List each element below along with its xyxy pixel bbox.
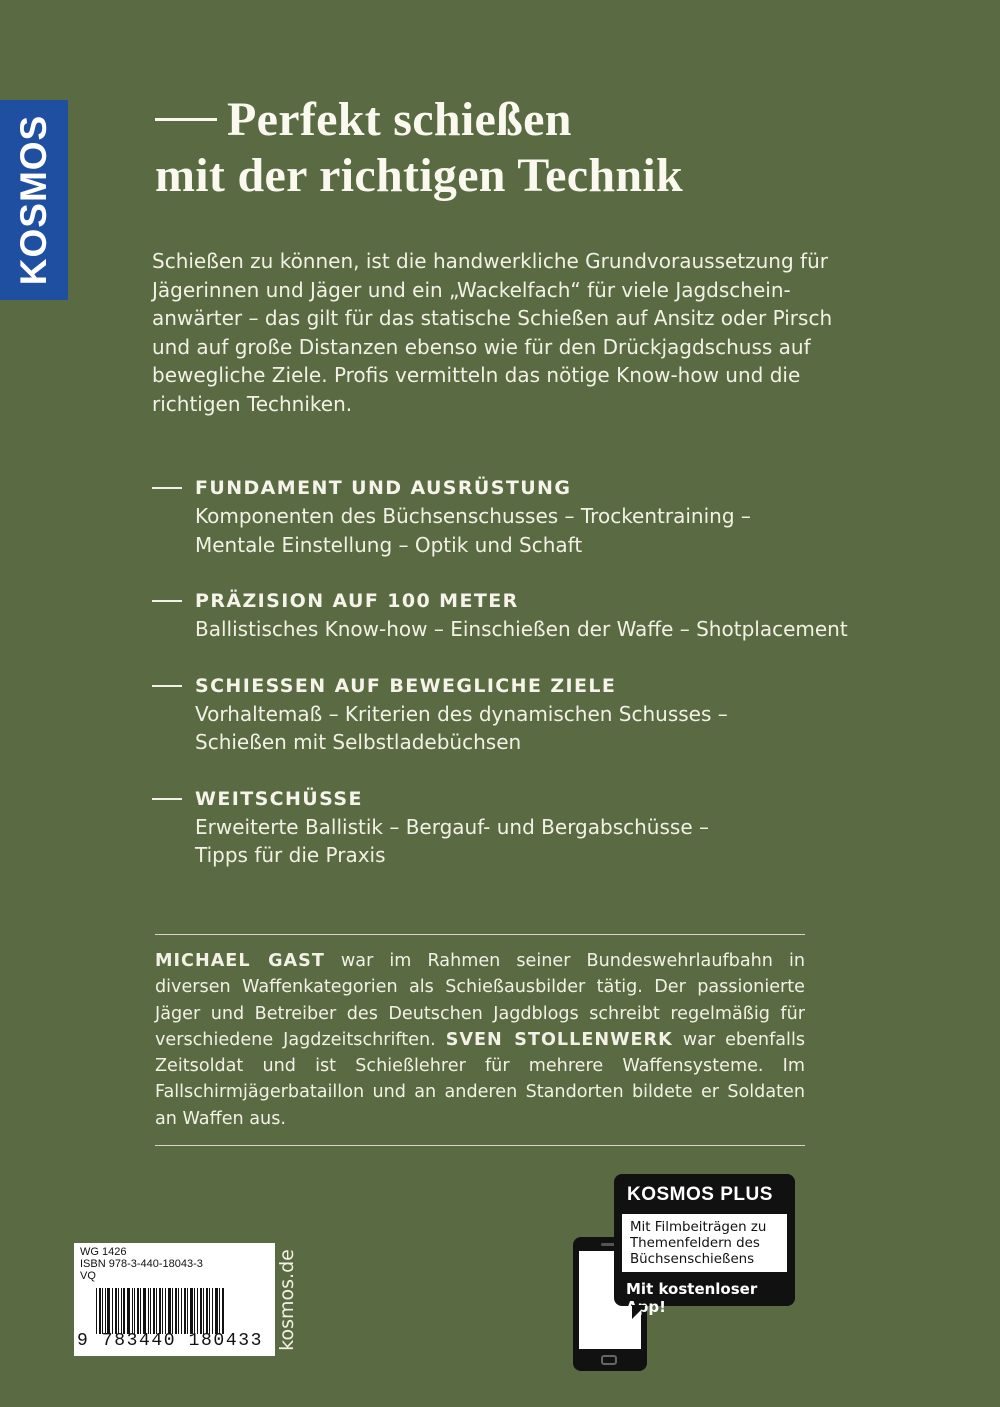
barcode-bar [105,1288,106,1334]
barcode-bar [209,1288,210,1334]
barcode-bar [162,1288,163,1334]
barcode-bars [96,1288,266,1334]
barcode-bar [148,1288,149,1334]
headline-dash [155,118,217,121]
barcode-bar [137,1288,139,1334]
barcode-bar [222,1288,224,1334]
barcode-bar [178,1288,179,1334]
topic-dash [152,685,182,687]
author-name-1: MICHAEL GAST [155,951,325,971]
kosmos-plus-badge [614,1174,795,1316]
headline-line1: Perfekt schießen [227,93,572,146]
author-bio-text [155,948,805,1132]
barcode-bar [172,1288,173,1334]
barcode-bar [99,1288,101,1334]
phone-home-button [601,1355,617,1365]
author-text-1: war im Rahmen seiner Bundeswehrlaufbahn in diversen Waffenkategorien als Schießausbilder tätig. Der passionierte Jäger und Betreiber des Deutschen Jagdblogs schreibt regelmäßig für verschiedene Jagdzeitschriften. [155,951,806,1050]
barcode-digits: 9 783440 180433 [77,1331,264,1351]
kosmos-plus-text: Mit Filmbeiträgen zu Themenfeldern des Büchsenschießens [622,1214,787,1272]
topic-list [152,474,872,870]
website-url[interactable] [276,1244,298,1356]
barcode-bar [200,1288,202,1334]
barcode-bar [127,1288,130,1334]
topic-dash [152,487,182,489]
barcode-bar [115,1288,117,1334]
author-text-2: war ebenfalls Zeitsoldat und ist Schießlehrer für mehrere Waffensysteme. Im Fallschirmjägerbataillon und an anderen Standorten bildete er Soldaten an Waffen aus. [155,1029,805,1129]
barcode-bar [123,1288,125,1334]
topic-dash [152,798,182,800]
headline-line2: mit der richtigen Technik [155,149,683,202]
barcode-bar [181,1288,182,1334]
barcode-bar [156,1288,157,1334]
topic-item [152,672,872,757]
barcode-bar [118,1288,119,1334]
barcode-bar [140,1288,141,1334]
topic-title: SCHIESSEN AUF BEWEGLICHE ZIELE [195,674,617,697]
headline [155,92,683,204]
author-name-2: SVEN STOLLENWERK [445,1029,673,1050]
topic-desc: Vorhaltemaß – Kriterien des dynamischen Schusses – Schießen mit Selbstladebüchsen [195,701,728,754]
barcode-bar [190,1288,193,1334]
barcode-bar [165,1288,166,1334]
barcode-bar [194,1288,195,1334]
barcode-bar [121,1288,122,1334]
barcode-bar [175,1288,177,1334]
barcode-bar [150,1288,151,1334]
topic-item [152,785,872,870]
barcode-bar [112,1288,113,1334]
topic-title: FUNDAMENT UND AUSRÜSTUNG [195,477,572,499]
barcode-box [74,1243,275,1356]
speech-bubble-tail [632,1305,646,1319]
barcode-bar [187,1288,188,1334]
topic-item [152,474,872,559]
kosmos-plus-title: KOSMOS PLUS [627,1184,773,1205]
barcode-bar [143,1288,146,1334]
topic-desc: Erweiterte Ballistik – Bergauf- und Bergabschüsse – Tipps für die Praxis [195,814,709,867]
barcode-bar [159,1288,161,1334]
barcode-bar [215,1288,218,1334]
barcode-bar [107,1288,110,1334]
intro-text: Schießen zu können, ist die handwerkliche Grundvoraussetzung für Jägerinnen und Jäger und ein „Wackelfach“ für viele Jagdscheinanwärter – das gilt für das statische Schießen auf Ansitz oder Pirsch und auf große Distanzen ebenso wie für den Drückjagdschuss auf bewegliche Ziele. Profis vermitteln das nötige Know-how und die richtigen Techniken. [152,249,833,416]
topic-desc: Ballistisches Know-how – Einschießen der Waffe – Shotplacement [195,617,848,641]
publisher-logo: KOSMOS [13,114,54,286]
topic-title: PRÄZISION AUF 100 METER [195,590,519,612]
barcode-bar [153,1288,155,1334]
isbn-text: ISBN 978-3-440-18043-3 [80,1258,203,1270]
barcode-bar [206,1288,208,1334]
barcode-bar [134,1288,135,1334]
barcode-bar [132,1288,133,1334]
barcode-bar [184,1288,186,1334]
barcode-bar [168,1288,171,1334]
warengruppe: WG 1426 [80,1246,127,1258]
publisher-logo-tab [0,100,68,300]
barcode-bar [96,1288,97,1334]
topic-item [152,587,872,644]
barcode-bar [219,1288,220,1334]
barcode-bar [102,1288,103,1334]
kosmos-plus-app: Mit kostenloser App! [626,1280,758,1316]
barcode-bar [197,1288,198,1334]
barcode-bar [203,1288,204,1334]
barcode-bar [212,1288,213,1334]
topic-dash [152,600,182,602]
author-bio [155,934,805,1146]
topic-title: WEITSCHÜSSE [195,787,363,810]
vq-code: VQ [80,1270,96,1282]
topic-desc: Komponenten des Büchsenschusses – Trockentraining – Mentale Einstellung – Optik und Schaft [195,504,751,557]
website-url-text[interactable]: kosmos.de [276,1249,299,1351]
